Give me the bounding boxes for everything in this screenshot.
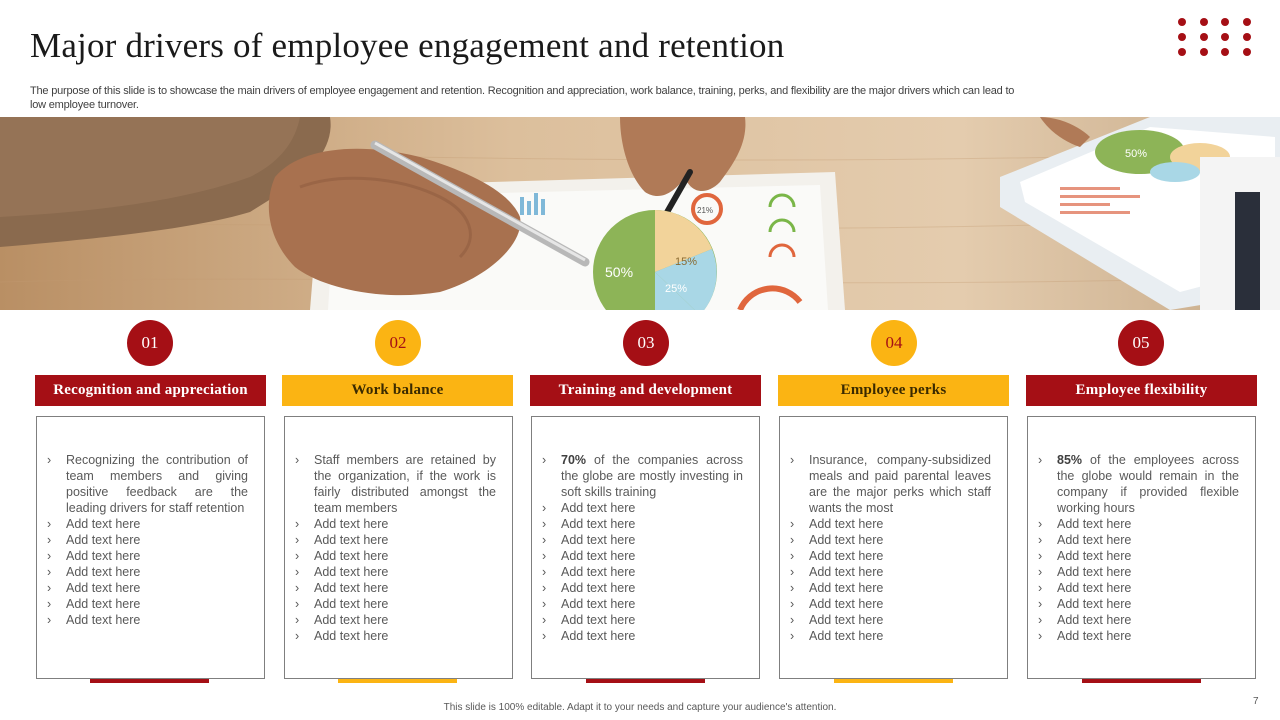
list-item: › Add text here: [47, 548, 248, 564]
column-card-work-balance: [284, 416, 513, 679]
list-item: › Add text here: [295, 548, 496, 564]
list-item: › Add text here: [1038, 516, 1239, 532]
column-heading-perks: Employee perks: [778, 375, 1009, 406]
list-item: › Add text here: [1038, 596, 1239, 612]
column-card-perks: [779, 416, 1008, 679]
list-item: [295, 452, 496, 516]
step-number-03: 03: [623, 320, 669, 366]
list-item: › Add text here: [542, 564, 743, 580]
hero-chart-label: 50%: [1125, 148, 1148, 160]
list-item: › Add text here: [542, 612, 743, 628]
page-title: Major drivers of employee engagement and retention: [30, 26, 785, 65]
bullet-list: [780, 417, 1007, 644]
decorative-dots-icon: [1178, 18, 1264, 64]
list-item: › Add text here: [1038, 532, 1239, 548]
list-item: › Add text here: [1038, 580, 1239, 596]
card-accent-bar: [90, 679, 209, 683]
list-item: › Add text here: [1038, 628, 1239, 644]
list-item-text: of the employees across the globe would remain in the company if provided flexible working hours: [1057, 453, 1239, 515]
list-item: › Add text here: [47, 612, 248, 628]
list-item: › Add text here: [1038, 548, 1239, 564]
column-card-training: [531, 416, 760, 679]
hero-chart-label: 50%: [605, 264, 634, 280]
highlight-stat: 70%: [561, 453, 587, 467]
list-item: [1038, 452, 1239, 516]
list-item: › Add text here: [47, 532, 248, 548]
card-accent-bar: [338, 679, 457, 683]
bullet-list: [285, 417, 512, 644]
column-card-flexibility: [1027, 416, 1256, 679]
list-item-text: Recognizing the contribution of team members and giving positive feedback are the leading drivers for staff retention: [66, 453, 248, 515]
list-item: › Add text here: [295, 612, 496, 628]
list-item: [47, 452, 248, 516]
step-number-05: 05: [1118, 320, 1164, 366]
hero-chart-label: 21%: [697, 206, 714, 215]
list-item: › Add text here: [295, 628, 496, 644]
bullet-list: [532, 417, 759, 644]
list-item: › Add text here: [542, 628, 743, 644]
hero-illustration: [0, 117, 1280, 310]
list-item: › Add text here: [542, 532, 743, 548]
list-item: › Add text here: [790, 580, 991, 596]
slide-description: The purpose of this slide is to showcase the main drivers of employee engagement and retention. Recognition and appreciation, work balance, training, perks, and flexibility are the major drivers which can lead to low employee turnover.: [30, 85, 1015, 111]
list-item: › Add text here: [295, 564, 496, 580]
list-item: › Add text here: [790, 612, 991, 628]
card-accent-bar: [1082, 679, 1201, 683]
list-item-text: Staff members are retained by the organization, if the work is fairly distributed amongst the team members: [314, 453, 496, 515]
list-item: [790, 452, 991, 516]
step-number-04: 04: [871, 320, 917, 366]
list-item-text: Insurance, company-subsidized meals and paid parental leaves are the major perks which staff wants the most: [809, 453, 991, 515]
list-item: › Add text here: [542, 580, 743, 596]
list-item: › Add text here: [295, 596, 496, 612]
list-item: › Add text here: [295, 516, 496, 532]
list-item-text: of the companies across the globe are mostly investing in soft skills training: [561, 453, 743, 499]
list-item: › Add text here: [295, 532, 496, 548]
column-heading-training: Training and development: [530, 375, 761, 406]
bullet-list: [1028, 417, 1255, 644]
highlight-stat: 85%: [1057, 453, 1083, 467]
hero-image: [0, 117, 1280, 310]
list-item: › Add text here: [542, 548, 743, 564]
list-item: › Add text here: [790, 564, 991, 580]
list-item: › Add text here: [790, 596, 991, 612]
column-card-recognition: [36, 416, 265, 679]
column-heading-flexibility: Employee flexibility: [1026, 375, 1257, 406]
list-item: › Add text here: [295, 580, 496, 596]
list-item: › Add text here: [790, 516, 991, 532]
step-number-02: 02: [375, 320, 421, 366]
list-item: › Add text here: [790, 532, 991, 548]
hero-chart-label: 15%: [675, 256, 698, 268]
list-item: › Add text here: [1038, 612, 1239, 628]
list-item: › Add text here: [542, 500, 743, 516]
column-heading-recognition: Recognition and appreciation: [35, 375, 266, 406]
list-item: › Add text here: [790, 628, 991, 644]
footer-note: This slide is 100% editable. Adapt it to your needs and capture your audience's attention.: [443, 702, 837, 713]
list-item: › Add text here: [47, 580, 248, 596]
hero-chart-label: 25%: [665, 283, 688, 295]
list-item: › Add text here: [47, 564, 248, 580]
card-accent-bar: [834, 679, 953, 683]
list-item: › Add text here: [1038, 564, 1239, 580]
bullet-list: [37, 417, 264, 628]
list-item: [542, 452, 743, 500]
list-item: › Add text here: [47, 596, 248, 612]
column-heading-work-balance: Work balance: [282, 375, 513, 406]
card-accent-bar: [586, 679, 705, 683]
list-item: › Add text here: [542, 516, 743, 532]
list-item: › Add text here: [790, 548, 991, 564]
list-item: › Add text here: [47, 516, 248, 532]
list-item: › Add text here: [542, 596, 743, 612]
page-number: 7: [1253, 696, 1259, 707]
step-number-01: 01: [127, 320, 173, 366]
